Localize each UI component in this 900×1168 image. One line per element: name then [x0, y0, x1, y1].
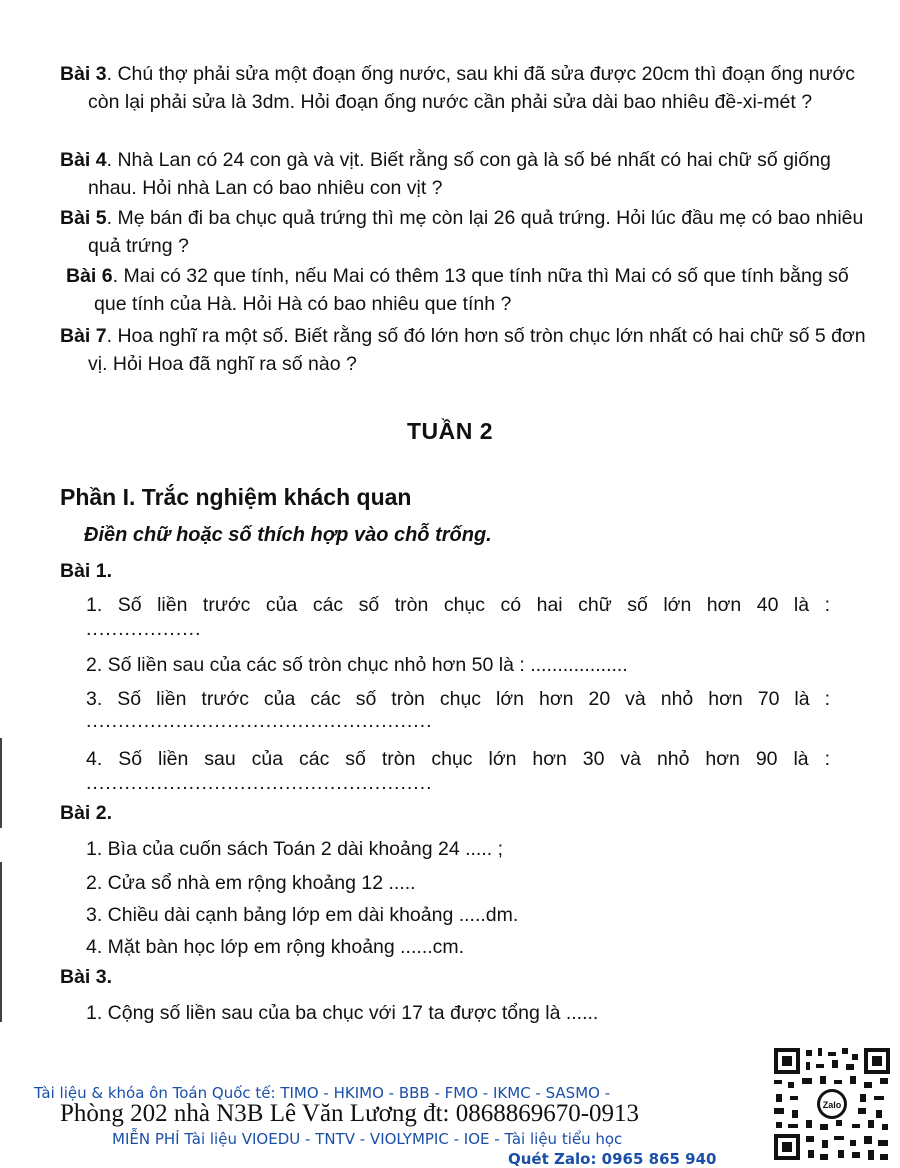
bai2-item-3: 3. Chiều dài cạnh bảng lớp em dài khoảng .....dm. — [86, 904, 519, 926]
bai1-item-4: 4. Số liền sau của các số tròn chục lớn hơn 30 và nhỏ hơn 90 là : — [86, 748, 830, 770]
bai2-item-2: 2. Cửa sổ nhà em rộng khoảng 12 ..... — [86, 872, 416, 894]
footer-line-3: MIỄN PHÍ Tài liệu VIOEDU - TNTV - VIOLYMPIC - IOE - Tài liệu tiểu học — [112, 1130, 623, 1148]
margin-scan-line — [0, 738, 2, 828]
bai2-item-4: 4. Mặt bàn học lớp em rộng khoảng ......cm. — [86, 936, 465, 958]
problem-5-text: . Mẹ bán đi ba chục quả trứng thì mẹ còn lại 26 quả trứng. Hỏi lúc đầu mẹ có bao nhiêu quả trứng ? — [88, 207, 864, 257]
problem-4-label: Bài 4 — [60, 149, 107, 171]
bai2-label: Bài 2. — [60, 802, 113, 824]
bai3-item-1: 1. Cộng số liền sau của ba chục với 17 ta được tổng là ...... — [86, 1002, 599, 1024]
problem-3-label: Bài 3 — [60, 63, 107, 85]
problem-4-text: . Nhà Lan có 24 con gà và vịt. Biết rằng số con gà là số bé nhất có hai chữ số giống nhau. Hỏi nhà Lan có bao nhiêu con vịt ? — [88, 149, 831, 199]
qr-code-icon — [772, 1046, 892, 1162]
footer-line-4: Quét Zalo: 0965 865 940 — [508, 1150, 717, 1168]
footer-line-1: Tài liệu & khóa ôn Toán Quốc tế: TIMO - HKIMO - BBB - FMO - IKMC - SASMO - — [34, 1084, 611, 1102]
footer-line-2: Phòng 202 nhà N3B Lê Văn Lương đt: 0868869670-0913 — [60, 1100, 640, 1127]
problem-7-text: . Hoa nghĩ ra một số. Biết rằng số đó lớn hơn số tròn chục lớn nhất có hai chữ số 5 đơn vị. Hỏi Hoa đã nghĩ ra số nào ? — [88, 325, 866, 375]
problem-7 — [60, 322, 868, 378]
bai1-item-2: 2. Số liền sau của các số tròn chục nhỏ hơn 50 là : .................. — [86, 654, 628, 676]
qr-logo-text: Zalo — [822, 1100, 842, 1110]
margin-scan-line — [0, 862, 2, 1022]
bai2-item-1: 1. Bìa của cuốn sách Toán 2 dài khoảng 24 ..... ; — [86, 838, 504, 860]
bai1-item-1-blank: .................. — [86, 618, 202, 640]
problem-4 — [60, 146, 868, 202]
problem-3-text: . Chú thợ phải sửa một đoạn ống nước, sau khi đã sửa được 20cm thì đoạn ống nước còn lại phải sửa là 3dm. Hỏi đoạn ống nước cần phải sửa dài bao nhiêu đề-xi-mét ? — [88, 63, 856, 113]
problem-5 — [60, 204, 868, 260]
part-title: Phần I. Trắc nghiệm khách quan — [60, 484, 412, 510]
problem-5-label: Bài 5 — [60, 207, 107, 229]
bai1-item-4-blank: ...................................................... — [86, 772, 433, 794]
problem-6-label: Bài 6 — [66, 265, 113, 287]
bai1-item-3-blank: ...................................................... — [86, 710, 433, 732]
bai1-item-3: 3. Số liền trước của các số tròn chục lớn hơn 20 và nhỏ hơn 70 là : — [86, 688, 830, 710]
problem-3 — [60, 60, 868, 116]
problem-7-label: Bài 7 — [60, 325, 107, 347]
week-title: TUẦN 2 — [406, 418, 494, 444]
bai1-item-1: 1. Số liền trước của các số tròn chục có hai chữ số lớn hơn 40 là : — [86, 594, 830, 616]
instruction: Điền chữ hoặc số thích hợp vào chỗ trống. — [84, 524, 492, 546]
bai1-label: Bài 1. — [60, 560, 113, 582]
problem-6-text: . Mai có 32 que tính, nếu Mai có thêm 13 que tính nữa thì Mai có số que tính bằng số que tính của Hà. Hỏi Hà có bao nhiêu que tính ? — [94, 265, 849, 315]
bai3-label: Bài 3. — [60, 966, 113, 988]
problem-6 — [66, 262, 874, 318]
